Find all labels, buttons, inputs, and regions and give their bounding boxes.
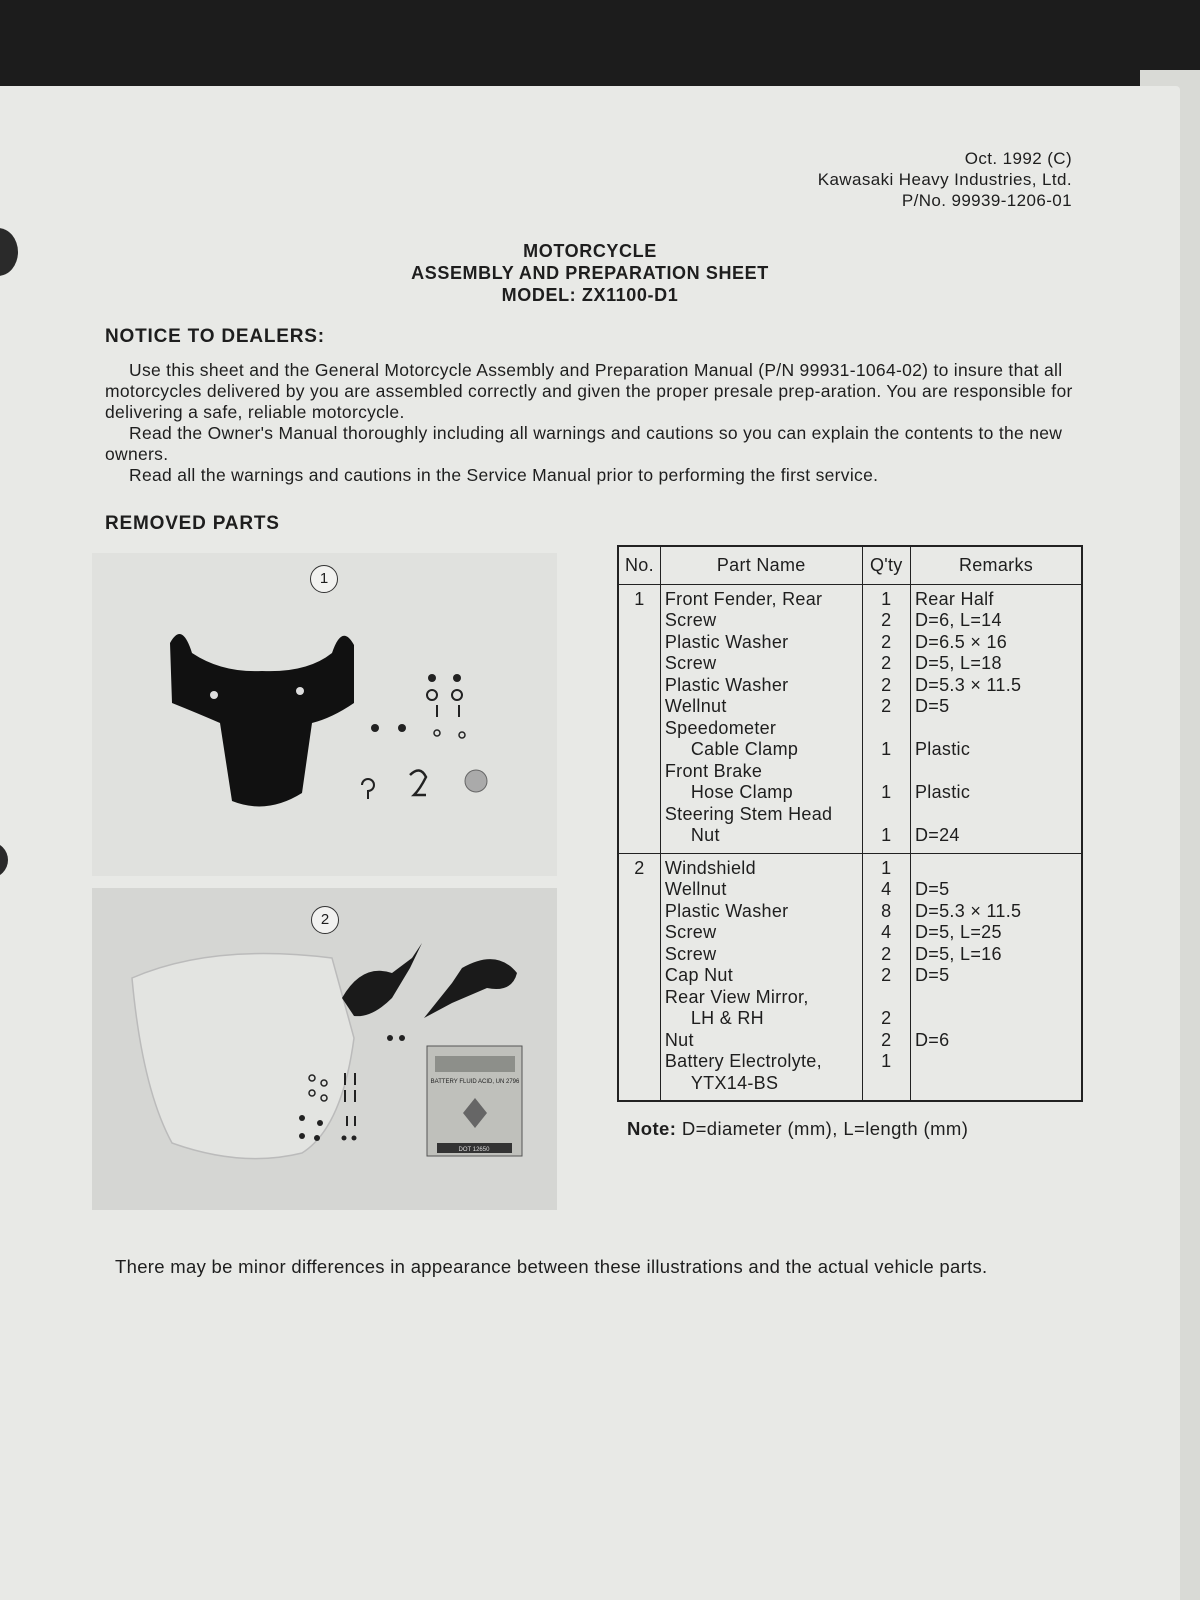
part-name: Screw [664, 610, 717, 630]
part-name: Nut [664, 1029, 694, 1050]
cell-qty [862, 853, 910, 1101]
removed-parts-table [617, 545, 1083, 1102]
note-text: D=diameter (mm), L=length (mm) [676, 1118, 969, 1139]
part-name: Speedometer [664, 717, 777, 738]
part-name: Hose Clamp [690, 782, 793, 802]
part-name: Rear View Mirror, [664, 986, 809, 1007]
part-name: Screw [664, 922, 717, 942]
part-remarks [915, 1008, 1077, 1030]
fender-parts-illustration [92, 553, 557, 876]
part-name: Front Fender, Rear [664, 588, 823, 609]
removed-parts-heading: REMOVED PARTS [105, 513, 280, 534]
part-qty: 2 [881, 943, 892, 964]
part-name: Nut [690, 825, 720, 845]
part-name: Battery Electrolyte, [664, 1051, 822, 1071]
table-note [627, 1118, 968, 1140]
part-qty: 1 [881, 739, 892, 759]
part-remarks: D=5.3 × 11.5 [915, 900, 1022, 921]
part-name: Windshield [664, 857, 756, 878]
part-qty [867, 987, 906, 1009]
part-name: Plastic Washer [664, 631, 789, 652]
part-remarks [915, 1051, 1077, 1073]
part-remarks: D=5 [915, 879, 950, 899]
title-line-2: ASSEMBLY AND PREPARATION SHEET [411, 263, 769, 283]
part-qty [867, 718, 906, 740]
cell-no [618, 584, 660, 853]
part-qty: 1 [881, 857, 892, 878]
header-part-name: Part Name [660, 546, 862, 584]
part-qty: 2 [881, 653, 892, 673]
part-remarks: Rear Half [915, 588, 994, 609]
battery-box-stamp: DOT 12650 [458, 1147, 490, 1153]
part-name: Plastic Washer [664, 900, 789, 921]
part-qty [867, 761, 906, 783]
cell-qty [862, 584, 910, 853]
part-qty: 8 [881, 900, 892, 921]
title-line-3: MODEL: ZX1100-D1 [501, 285, 679, 305]
part-remarks: D=24 [915, 825, 960, 845]
cell-no [618, 853, 660, 1101]
part-name: Front Brake [664, 760, 763, 781]
battery-box-text: BATTERY FLUID ACID, UN 2796 [430, 1079, 520, 1085]
part-remarks: D=5, L=18 [915, 653, 1002, 673]
document-header [818, 148, 1072, 211]
part-qty [867, 804, 906, 826]
part-qty: 1 [881, 588, 892, 609]
part-remarks: D=5, L=25 [915, 922, 1002, 942]
part-name: Wellnut [664, 879, 727, 899]
notice-paragraph-3: Read all the warnings and cautions in the Service Manual prior to performing the first service. [129, 465, 879, 485]
part-qty: 4 [881, 922, 892, 942]
header-company: Kawasaki Heavy Industries, Ltd. [817, 170, 1072, 189]
header-no: No. [618, 546, 660, 584]
part-remarks: Plastic [915, 782, 971, 802]
windshield-parts-illustration [92, 888, 557, 1210]
part-name: Wellnut [664, 696, 727, 716]
header-date: Oct. 1992 (C) [964, 149, 1072, 168]
part-remarks [915, 987, 1077, 1009]
group-number: 1 [634, 588, 645, 609]
part-name: Cap Nut [664, 965, 733, 985]
cell-name [660, 584, 862, 853]
part-remarks: D=5 [915, 696, 950, 716]
part-name: Steering Stem Head [664, 803, 833, 824]
part-remarks: D=5 [915, 965, 950, 985]
part-qty: 2 [881, 631, 892, 652]
part-name: LH & RH [690, 1008, 764, 1028]
part-remarks: Plastic [915, 739, 971, 759]
notice-body [105, 360, 1080, 486]
part-qty: 4 [881, 879, 892, 899]
part-qty: 2 [881, 696, 892, 716]
part-qty: 1 [881, 825, 892, 845]
notice-paragraph-2: Read the Owner's Manual thoroughly including all warnings and cautions so you can explain the contents to the new owners. [105, 423, 1063, 464]
part-qty: 2 [881, 1008, 892, 1028]
part-qty [867, 1073, 906, 1095]
table-header-row [618, 546, 1082, 584]
cell-remarks [911, 853, 1083, 1101]
notice-paragraph-1: Use this sheet and the General Motorcycle Assembly and Preparation Manual (P/N 99931-1064-02) to insure that all motorcycles delivered by you are assembled correctly and given the proper presale prep-aration. You are responsible for delivering a safe, reliable motorcycle. [105, 360, 1073, 422]
header-remarks: Remarks [911, 546, 1083, 584]
note-label: Note: [627, 1118, 677, 1139]
photo-2-label: 2 [311, 906, 339, 934]
part-qty: 2 [881, 610, 892, 630]
part-name: Screw [664, 943, 717, 964]
group-number: 2 [634, 857, 645, 878]
footer-disclaimer: There may be minor differences in appearance between these illustrations and the actual vehicle parts. [115, 1256, 988, 1277]
part-remarks: D=6, L=14 [915, 610, 1002, 630]
part-remarks [915, 804, 1077, 826]
cell-remarks [911, 584, 1083, 853]
part-qty: 2 [881, 1029, 892, 1050]
header-qty: Q'ty [862, 546, 910, 584]
cell-name [660, 853, 862, 1101]
table-body [618, 584, 1082, 1101]
part-qty: 1 [881, 782, 892, 802]
parts-photo-1 [92, 553, 557, 876]
title-line-1: MOTORCYCLE [523, 241, 657, 261]
part-qty: 2 [881, 965, 892, 985]
part-remarks [915, 1073, 1077, 1095]
part-remarks: D=5.3 × 11.5 [915, 674, 1022, 695]
parts-photo-2 [92, 888, 557, 1210]
notice-heading: NOTICE TO DEALERS: [105, 326, 325, 347]
part-name: Screw [664, 653, 717, 673]
part-name: Cable Clamp [690, 739, 799, 759]
part-remarks [915, 718, 1077, 740]
header-part-number: P/No. 99939-1206-01 [901, 191, 1072, 210]
part-remarks: D=6 [915, 1029, 950, 1050]
photo-1-label: 1 [310, 565, 338, 593]
part-remarks [915, 761, 1077, 783]
document-title [300, 240, 880, 306]
part-remarks [915, 858, 1077, 880]
table-row [618, 584, 1082, 853]
part-remarks: D=5, L=16 [915, 943, 1002, 964]
part-remarks: D=6.5 × 16 [915, 631, 1008, 652]
part-qty: 1 [881, 1051, 892, 1071]
part-qty: 2 [881, 674, 892, 695]
part-name: YTX14-BS [690, 1072, 779, 1093]
part-name: Plastic Washer [664, 674, 789, 695]
table-row [618, 853, 1082, 1101]
